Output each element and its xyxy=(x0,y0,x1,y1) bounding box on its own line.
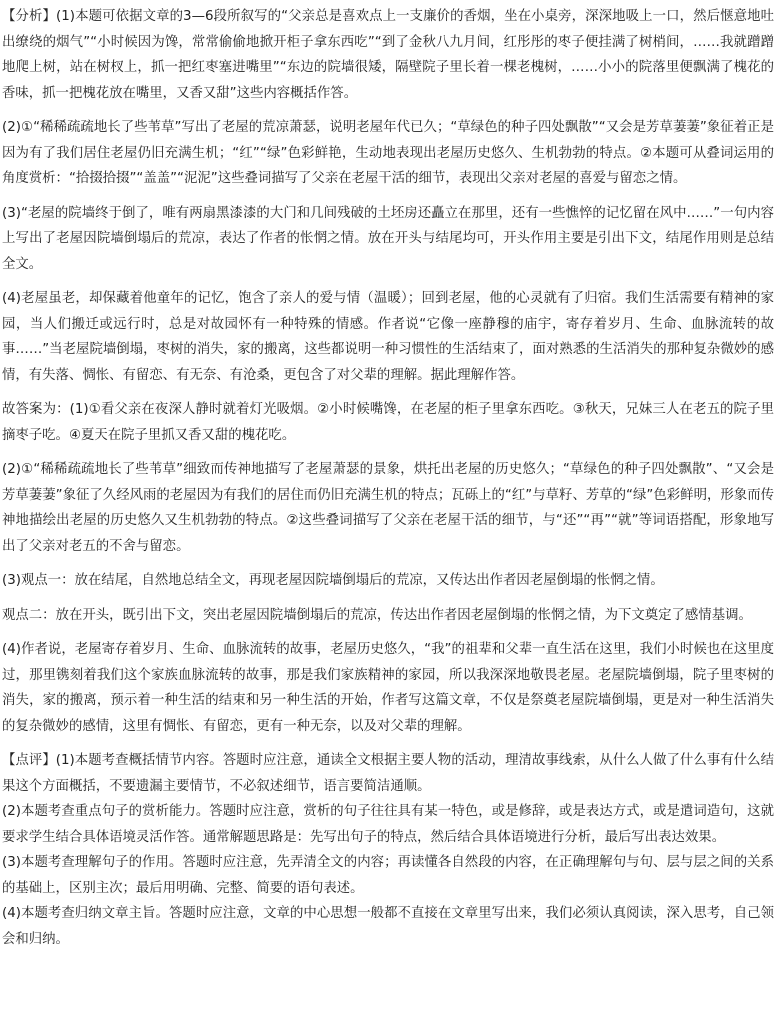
answer-paragraph-3: (3)观点一：放在结尾，自然地总结全文，再现老屋因院墙倒塌后的荒凉，又传达出作者因老屋倒塌的怅惘之情。 xyxy=(2,573,664,588)
comment-paragraph-4: (4)本题考查归纳文章主旨。答题时应注意，文章的中心思想一般都不直接在文章里写出来，我们必须认真阅读，深入思考，自己领会和归纳。 xyxy=(2,906,774,947)
answer-paragraph-4: 观点二：放在开头，既引出下文，突出老屋因院墙倒塌后的荒凉，传达出作者因老屋倒塌的怅惘之情，为下文奠定了感情基调。 xyxy=(2,607,752,623)
answer-paragraph-5: (4)作者说，老屋寄存着岁月、生命、血脉流转的故事，老屋历史悠久，“我”的祖辈和父辈一直生活在这里，我们小时候也在这里度过，那里镌刻着我们这个家族血脉流转的故事，那是我们家族精神的家园，所以我深深地敬畏老屋。老屋院墙倒塌，院子里枣树的消失，家的搬离，预示着一种生活的结束和另一种生活的开始，作者写这篇文章，不仅是祭奠老屋院墙倒塌，更是对一种生活消失的复杂微妙的感情，这里有惆怅、有留恋，更有一种无奈，以及对父辈的理解。 xyxy=(2,642,774,734)
comment-paragraph-3: (3)本题考查理解句子的作用。答题时应注意，先弄清全文的内容；再读懂各自然段的内容，在正确理解句与句、层与层之间的关系的基础上，区别主次；最后用明确、完整、简要的语句表述。 xyxy=(2,855,774,896)
analysis-paragraph-2: (2)①“稀稀疏疏地长了些苇草”写出了老屋的荒凉萧瑟，说明老屋年代已久；“草绿色的种子四处飘散”“又会是芳草萋萋”象征着正是因为有了我们居住老屋仍旧充满生机；“红”“绿”色彩鲜艳，生动地表现出老屋历史悠久、生机勃勃的特点。②本题可从叠词运用的角度赏析：“拾掇拾掇”“盖盖”“泥泥”这些叠词描写了父亲在老屋干活的细节，表现出父亲对老屋的喜爱与留恋之情。 xyxy=(2,120,774,186)
analysis-paragraph-4: (4)老屋虽老，却保藏着他童年的记忆，饱含了亲人的爱与情（温暖）；回到老屋，他的心灵就有了归宿。我们生活需要有精神的家园，当人们搬迁或远行时，总是对故园怀有一种特殊的情感。作者说“它像一座静穆的庙宇，寄存着岁月、生命、血脉流转的故事……”当老屋院墙倒塌，枣树的消失，家的搬离，这些都说明一种习惯性的生活结束了，面对熟悉的生活消失的那种复杂微妙的感情，有失落、惆怅、有留恋、有无奈、有沧桑，更包含了对父辈的理解。据此理解作答。 xyxy=(2,291,774,383)
analysis-paragraph-3: (3)“老屋的院墙终于倒了，唯有两扇黑漆漆的大门和几间残破的土坯房还矗立在那里，还有一些憔悴的记忆留在风中……”一句内容上写出了老屋因院墙倒塌后的荒凉，表达了作者的怅惘之情。放在开头与结尾均可，开头作用主要是引出下文，结尾作用则是总结全文。 xyxy=(2,205,774,272)
comment-paragraph-1: 【点评】(1)本题考查概括情节内容。答题时应注意，通读全文根据主要人物的活动，理清故事线索，从什么人做了什么事有什么结果这个方面概括，不要遗漏主要情节，不必叙述细节，语言要简洁通顺。 xyxy=(2,753,774,794)
analysis-paragraph-1: 【分析】(1)本题可依据文章的3—6段所叙写的“父亲总是喜欢点上一支廉价的香烟，坐在小桌旁，深深地吸上一口，然后惬意地吐出缭绕的烟气”“小时候因为馋，常常偷偷地掀开柜子拿东西吃”“到了金秋八九月间，红彤彤的枣子便挂满了树梢间，……我就蹭蹭地爬上树，站在树杈上，抓一把红枣塞进嘴里”“东边的院墙很矮，隔壁院子里长着一棵老槐树，……小小的院落里便飘满了槐花的香味，抓一把槐花放在嘴里，又香又甜”这些内容概括作答。 xyxy=(2,9,774,101)
answer-paragraph-2: (2)①“稀稀疏疏地长了些苇草”细致而传神地描写了老屋萧瑟的景象，烘托出老屋的历史悠久；“草绿色的种子四处飘散”、“又会是芳草萋萋”象征了久经风雨的老屋因为有我们的居住而仍旧充满生机的特点；瓦砾上的“红”与草籽、芳草的“绿”色彩鲜明，形象而传神地描绘出老屋的历史悠久又生机勃勃的特点。②这些叠词描写了父亲在老屋干活的细节，与“还”“再”“就”等词语搭配，形象地写出了父亲对老五的不舍与留恋。 xyxy=(2,462,774,554)
comment-paragraph-2: (2)本题考查重点句子的赏析能力。答题时应注意，赏析的句子往往具有某一特色，或是修辞，或是表达方式，或是遣词造句，这就要求学生结合具体语境灵活作答。通常解题思路是：先写出句子的特点，然后结合具体语境进行分析，最后写出表达效果。 xyxy=(2,804,774,845)
answer-paragraph-1: 故答案为：(1)①看父亲在夜深人静时就着灯光吸烟。②小时候嘴馋，在老屋的柜子里拿东西吃。③秋天，兄妹三人在老五的院子里摘枣子吃。④夏天在院子里抓又香又甜的槐花吃。 xyxy=(2,402,774,443)
